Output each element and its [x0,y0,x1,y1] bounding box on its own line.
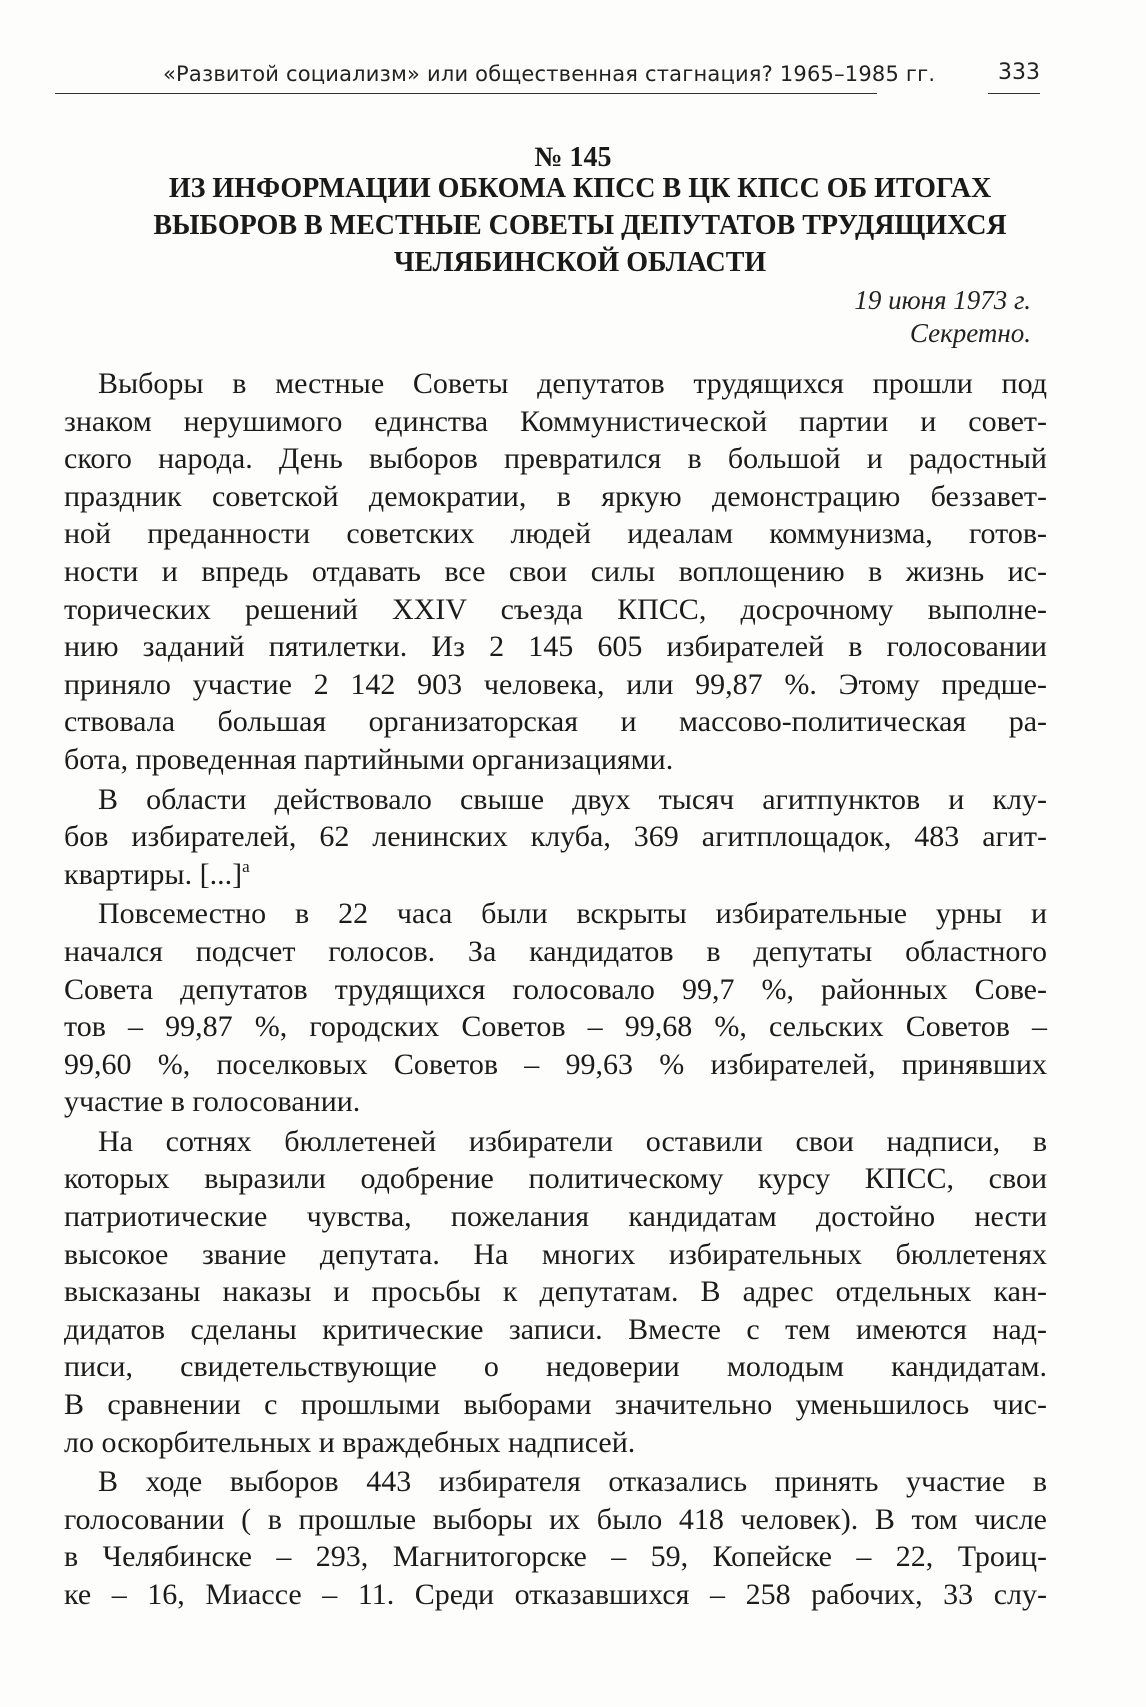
paragraph [64,365,1047,779]
paragraph [64,895,1047,1121]
text-line: знаком нерушимого единства Коммунистической партии и совет- [64,404,1047,438]
text-line: бота, проведенная партийными организациями. [64,742,674,776]
text-line: ствовала большая организаторская и массово-политическая ра- [64,705,1047,739]
text-line: 99,60 %, поселковых Советов – 99,63 % избирателей, принявших [64,1047,1047,1081]
text-line: участие в голосовании. [64,1085,361,1119]
paragraph [64,1123,1047,1461]
body-text [64,365,1047,1614]
document-title-line: ВЫБОРОВ В МЕСТНЫЕ СОВЕТЫ ДЕПУТАТОВ ТРУДЯЩИХСЯ [153,210,1007,241]
document-title-line: ЧЕЛЯБИНСКОЙ ОБЛАСТИ [393,247,767,278]
text-line: В области действовало свыше двух тысяч агитпунктов и клу- [98,782,1047,816]
running-header [55,62,1040,96]
text-line: ной преданности советских людей идеалам коммунизма, готов- [64,517,1047,551]
text-line: которых выразили одобрение политическому курсу КПСС, свои [64,1162,1047,1196]
text-line: Повсеместно в 22 часа были вскрыты избирательные урны и [98,897,1047,931]
paragraph [64,781,1047,894]
text-line: В ходе выборов 443 избирателя отказались принять участие в [98,1465,1047,1499]
text-line: патриотические чувства, пожелания кандидатам достойно нести [64,1200,1047,1234]
text-line [64,856,1047,894]
document-number: № 145 [534,142,612,173]
header-rule [55,93,877,94]
text-line: голосовании ( в прошлые выборы их было 418 человек). В том числе [64,1502,1047,1536]
page-number-rule [988,93,1040,94]
text-line: праздник советской демократии, в яркую демонстрацию беззавет- [64,479,1047,513]
document-title [80,170,1080,281]
document-classification: Секретно. [909,318,1031,348]
text-line: В сравнении с прошлыми выборами значительно уменьшилось чис- [64,1388,1047,1422]
text-line: На сотнях бюллетеней избиратели оставили свои надписи, в [98,1124,1047,1158]
text-line: торических решений XXIV съезда КПСС, досрочному выполне- [64,592,1047,626]
text-line-content: квартиры. [...] [64,857,243,891]
text-line: высказаны наказы и просьбы к депутатам. В адрес отдельных кан- [64,1275,1047,1309]
text-line: тов – 99,87 %, городских Советов – 99,68 %, сельских Советов – [64,1010,1047,1044]
text-line: ского народа. День выборов превратился в большой и радостный [64,442,1047,476]
paragraph [64,1463,1047,1613]
running-header-title: «Развитой социализм» или общественная стагнация? 1965–1985 гг. [163,62,936,86]
document-date: 19 июня 1973 г. [854,285,1031,315]
text-line: начался подсчет голосов. За кандидатов в депутаты областного [64,934,1047,968]
text-line: ло оскорбительных и враждебных надписей. [64,1425,636,1459]
text-line: нию заданий пятилетки. Из 2 145 605 избирателей в голосовании [64,630,1047,664]
footnote-marker: a [242,856,250,876]
text-line: Совета депутатов трудящихся голосовало 99,7 %, районных Сове- [64,972,1047,1006]
text-line: бов избирателей, 62 ленинских клуба, 369 агитплощадок, 483 агит- [64,820,1047,854]
text-line: Выборы в местные Советы депутатов трудящихся прошли под [98,367,1047,400]
text-line: высокое звание депутата. На многих избирательных бюллетенях [64,1237,1047,1271]
text-line: дидатов сделаны критические записи. Вместе с тем имеются над- [64,1312,1047,1346]
text-line: ности и впредь отдавать все свои силы воплощению в жизнь ис- [64,554,1047,588]
text-line: писи, свидетельствующие о недоверии молодым кандидатам. [64,1350,1047,1384]
text-line: приняло участие 2 142 903 человека, или 99,87 %. Этому предше- [64,667,1047,701]
page-number: 333 [998,60,1040,85]
text-line: в Челябинске – 293, Магнитогорске – 59, Копейске – 22, Троиц- [64,1540,1047,1574]
document-title-line: ИЗ ИНФОРМАЦИИ ОБКОМА КПСС В ЦК КПСС ОБ ИТОГАХ [168,173,992,204]
text-line: ке – 16, Миассе – 11. Среди отказавшихся – 258 рабочих, 33 слу- [64,1578,1047,1611]
